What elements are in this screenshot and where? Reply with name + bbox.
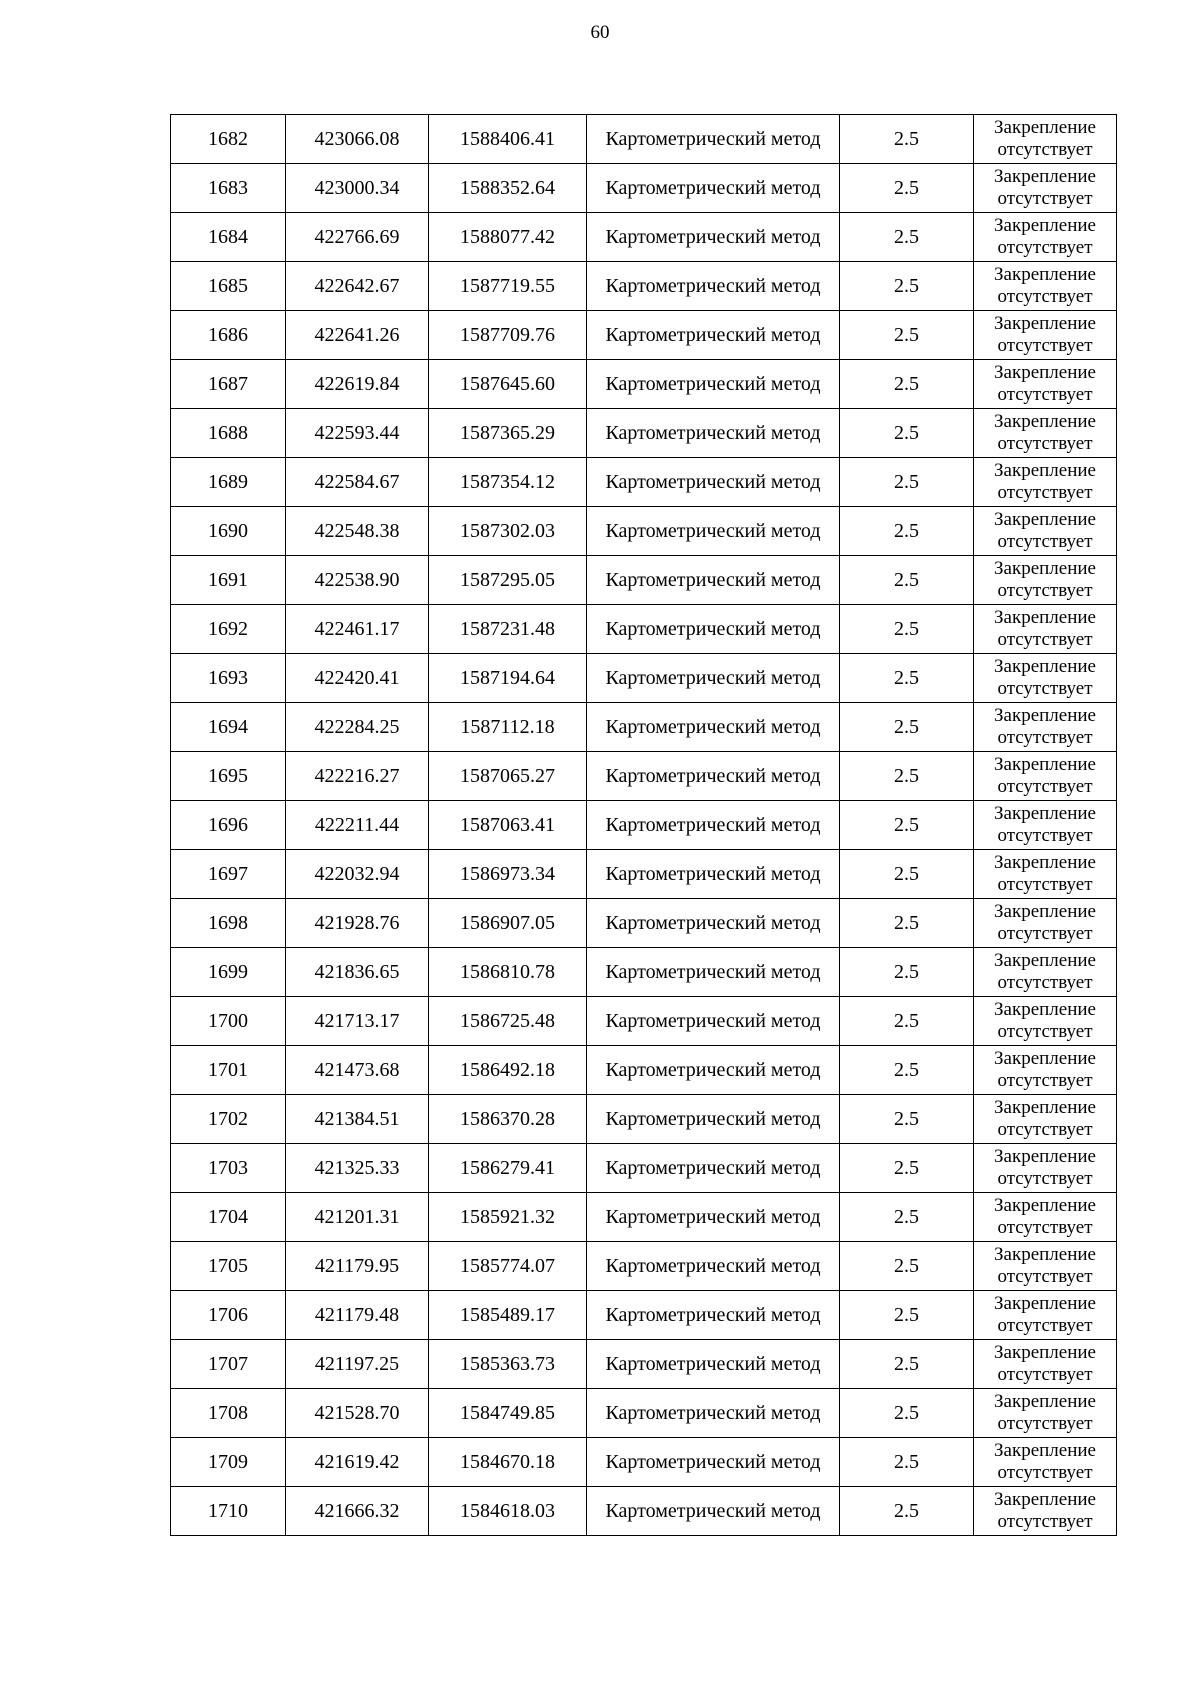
fixing-status-cell: [974, 1438, 1117, 1487]
table-row: [171, 262, 1117, 311]
table-row: [171, 360, 1117, 409]
fixing-status-cell: [974, 556, 1117, 605]
fixing-status-cell: [974, 115, 1117, 164]
fixing-status-text: Закрепление: [994, 313, 1096, 334]
method-cell: Картометрический метод: [587, 213, 840, 262]
table-row: [171, 899, 1117, 948]
fixing-status-text: Закрепление: [994, 411, 1096, 432]
table-row: [171, 1438, 1117, 1487]
y-coordinate-cell: 1586725.48: [429, 997, 587, 1046]
x-coordinate-cell: 421325.33: [286, 1144, 429, 1193]
y-coordinate-cell: 1588352.64: [429, 164, 587, 213]
fixing-status-text: Закрепление: [994, 117, 1096, 138]
fixing-status-cell: [974, 948, 1117, 997]
fixing-status-text: отсутствует: [997, 1070, 1093, 1091]
accuracy-cell: 2.5: [840, 556, 974, 605]
fixing-status-text: отсутствует: [997, 482, 1093, 503]
method-cell: Картометрический метод: [587, 1095, 840, 1144]
fixing-status-cell: [974, 605, 1117, 654]
table-row: [171, 213, 1117, 262]
method-cell: Картометрический метод: [587, 1389, 840, 1438]
fixing-status-text: отсутствует: [997, 629, 1093, 650]
point-number-cell: 1698: [171, 899, 286, 948]
fixing-status-cell: [974, 899, 1117, 948]
x-coordinate-cell: 422593.44: [286, 409, 429, 458]
fixing-status-text: Закрепление: [994, 1342, 1096, 1363]
table-row: [171, 507, 1117, 556]
fixing-status-text: отсутствует: [997, 874, 1093, 895]
accuracy-cell: 2.5: [840, 654, 974, 703]
method-cell: Картометрический метод: [587, 311, 840, 360]
table-row: [171, 164, 1117, 213]
accuracy-cell: 2.5: [840, 262, 974, 311]
x-coordinate-cell: 423066.08: [286, 115, 429, 164]
fixing-status-text: отсутствует: [997, 1119, 1093, 1140]
accuracy-cell: 2.5: [840, 360, 974, 409]
accuracy-cell: 2.5: [840, 458, 974, 507]
coordinates-table-body: [171, 115, 1117, 1536]
x-coordinate-cell: 423000.34: [286, 164, 429, 213]
x-coordinate-cell: 421179.95: [286, 1242, 429, 1291]
accuracy-cell: 2.5: [840, 703, 974, 752]
fixing-status-cell: [974, 262, 1117, 311]
point-number-cell: 1699: [171, 948, 286, 997]
method-cell: Картометрический метод: [587, 1438, 840, 1487]
fixing-status-cell: [974, 1487, 1117, 1536]
y-coordinate-cell: 1587194.64: [429, 654, 587, 703]
table-row: [171, 1487, 1117, 1536]
method-cell: Картометрический метод: [587, 1291, 840, 1340]
accuracy-cell: 2.5: [840, 997, 974, 1046]
x-coordinate-cell: 422211.44: [286, 801, 429, 850]
x-coordinate-cell: 421179.48: [286, 1291, 429, 1340]
fixing-status-cell: [974, 801, 1117, 850]
fixing-status-text: Закрепление: [994, 852, 1096, 873]
point-number-cell: 1710: [171, 1487, 286, 1536]
fixing-status-text: отсутствует: [997, 972, 1093, 993]
method-cell: Картометрический метод: [587, 752, 840, 801]
fixing-status-text: Закрепление: [994, 215, 1096, 236]
fixing-status-text: отсутствует: [997, 1462, 1093, 1483]
fixing-status-text: отсутствует: [997, 923, 1093, 944]
method-cell: Картометрический метод: [587, 1144, 840, 1193]
fixing-status-cell: [974, 311, 1117, 360]
fixing-status-cell: [974, 850, 1117, 899]
y-coordinate-cell: 1587709.76: [429, 311, 587, 360]
point-number-cell: 1684: [171, 213, 286, 262]
method-cell: Картометрический метод: [587, 1487, 840, 1536]
y-coordinate-cell: 1587365.29: [429, 409, 587, 458]
fixing-status-text: Закрепление: [994, 362, 1096, 383]
table-row: [171, 556, 1117, 605]
method-cell: Картометрический метод: [587, 801, 840, 850]
fixing-status-cell: [974, 213, 1117, 262]
fixing-status-cell: [974, 1046, 1117, 1095]
method-cell: Картометрический метод: [587, 262, 840, 311]
fixing-status-text: Закрепление: [994, 1293, 1096, 1314]
y-coordinate-cell: 1586279.41: [429, 1144, 587, 1193]
x-coordinate-cell: 421836.65: [286, 948, 429, 997]
fixing-status-text: отсутствует: [997, 678, 1093, 699]
point-number-cell: 1702: [171, 1095, 286, 1144]
table-row: [171, 948, 1117, 997]
fixing-status-text: отсутствует: [997, 384, 1093, 405]
fixing-status-cell: [974, 164, 1117, 213]
method-cell: Картометрический метод: [587, 997, 840, 1046]
accuracy-cell: 2.5: [840, 1340, 974, 1389]
point-number-cell: 1693: [171, 654, 286, 703]
fixing-status-text: отсутствует: [997, 139, 1093, 160]
fixing-status-text: Закрепление: [994, 1489, 1096, 1510]
method-cell: Картометрический метод: [587, 703, 840, 752]
y-coordinate-cell: 1584618.03: [429, 1487, 587, 1536]
x-coordinate-cell: 421384.51: [286, 1095, 429, 1144]
y-coordinate-cell: 1586907.05: [429, 899, 587, 948]
method-cell: Картометрический метод: [587, 1046, 840, 1095]
fixing-status-text: отсутствует: [997, 1315, 1093, 1336]
page-number: 60: [590, 22, 610, 43]
fixing-status-text: Закрепление: [994, 1048, 1096, 1069]
point-number-cell: 1708: [171, 1389, 286, 1438]
fixing-status-text: Закрепление: [994, 1146, 1096, 1167]
fixing-status-cell: [974, 703, 1117, 752]
table-row: [171, 458, 1117, 507]
y-coordinate-cell: 1587063.41: [429, 801, 587, 850]
point-number-cell: 1694: [171, 703, 286, 752]
fixing-status-text: отсутствует: [997, 335, 1093, 356]
fixing-status-text: Закрепление: [994, 1391, 1096, 1412]
x-coordinate-cell: 422216.27: [286, 752, 429, 801]
method-cell: Картометрический метод: [587, 654, 840, 703]
method-cell: Картометрический метод: [587, 409, 840, 458]
method-cell: Картометрический метод: [587, 605, 840, 654]
point-number-cell: 1692: [171, 605, 286, 654]
fixing-status-cell: [974, 654, 1117, 703]
table-row: [171, 311, 1117, 360]
point-number-cell: 1709: [171, 1438, 286, 1487]
point-number-cell: 1704: [171, 1193, 286, 1242]
fixing-status-text: Закрепление: [994, 264, 1096, 285]
fixing-status-text: отсутствует: [997, 433, 1093, 454]
point-number-cell: 1687: [171, 360, 286, 409]
y-coordinate-cell: 1587302.03: [429, 507, 587, 556]
accuracy-cell: 2.5: [840, 948, 974, 997]
fixing-status-cell: [974, 409, 1117, 458]
method-cell: Картометрический метод: [587, 507, 840, 556]
fixing-status-text: отсутствует: [997, 580, 1093, 601]
table-row: [171, 115, 1117, 164]
fixing-status-text: Закрепление: [994, 803, 1096, 824]
point-number-cell: 1688: [171, 409, 286, 458]
x-coordinate-cell: 422642.67: [286, 262, 429, 311]
point-number-cell: 1707: [171, 1340, 286, 1389]
method-cell: Картометрический метод: [587, 164, 840, 213]
fixing-status-cell: [974, 507, 1117, 556]
method-cell: Картометрический метод: [587, 556, 840, 605]
fixing-status-cell: [974, 1389, 1117, 1438]
fixing-status-text: Закрепление: [994, 1097, 1096, 1118]
fixing-status-cell: [974, 1291, 1117, 1340]
point-number-cell: 1700: [171, 997, 286, 1046]
fixing-status-text: Закрепление: [994, 999, 1096, 1020]
accuracy-cell: 2.5: [840, 1291, 974, 1340]
accuracy-cell: 2.5: [840, 1487, 974, 1536]
fixing-status-cell: [974, 1340, 1117, 1389]
x-coordinate-cell: 421713.17: [286, 997, 429, 1046]
table-row: [171, 1242, 1117, 1291]
y-coordinate-cell: 1587231.48: [429, 605, 587, 654]
point-number-cell: 1705: [171, 1242, 286, 1291]
x-coordinate-cell: 421528.70: [286, 1389, 429, 1438]
point-number-cell: 1690: [171, 507, 286, 556]
method-cell: Картометрический метод: [587, 948, 840, 997]
fixing-status-text: Закрепление: [994, 950, 1096, 971]
y-coordinate-cell: 1584749.85: [429, 1389, 587, 1438]
coordinates-table: [170, 114, 1117, 1536]
method-cell: Картометрический метод: [587, 1193, 840, 1242]
fixing-status-text: отсутствует: [997, 776, 1093, 797]
x-coordinate-cell: 421473.68: [286, 1046, 429, 1095]
y-coordinate-cell: 1585363.73: [429, 1340, 587, 1389]
y-coordinate-cell: 1584670.18: [429, 1438, 587, 1487]
accuracy-cell: 2.5: [840, 801, 974, 850]
x-coordinate-cell: 422619.84: [286, 360, 429, 409]
accuracy-cell: 2.5: [840, 1144, 974, 1193]
fixing-status-text: Закрепление: [994, 166, 1096, 187]
table-row: [171, 1193, 1117, 1242]
table-row: [171, 1340, 1117, 1389]
accuracy-cell: 2.5: [840, 409, 974, 458]
point-number-cell: 1689: [171, 458, 286, 507]
table-row: [171, 605, 1117, 654]
accuracy-cell: 2.5: [840, 752, 974, 801]
fixing-status-text: отсутствует: [997, 1413, 1093, 1434]
point-number-cell: 1685: [171, 262, 286, 311]
fixing-status-text: Закрепление: [994, 558, 1096, 579]
y-coordinate-cell: 1588077.42: [429, 213, 587, 262]
y-coordinate-cell: 1587354.12: [429, 458, 587, 507]
accuracy-cell: 2.5: [840, 1389, 974, 1438]
fixing-status-cell: [974, 1095, 1117, 1144]
x-coordinate-cell: 422538.90: [286, 556, 429, 605]
fixing-status-cell: [974, 1144, 1117, 1193]
accuracy-cell: 2.5: [840, 164, 974, 213]
fixing-status-text: Закрепление: [994, 509, 1096, 530]
point-number-cell: 1696: [171, 801, 286, 850]
x-coordinate-cell: 422461.17: [286, 605, 429, 654]
fixing-status-cell: [974, 458, 1117, 507]
accuracy-cell: 2.5: [840, 115, 974, 164]
table-row: [171, 1291, 1117, 1340]
y-coordinate-cell: 1587065.27: [429, 752, 587, 801]
fixing-status-text: отсутствует: [997, 237, 1093, 258]
fixing-status-text: Закрепление: [994, 1440, 1096, 1461]
y-coordinate-cell: 1588406.41: [429, 115, 587, 164]
accuracy-cell: 2.5: [840, 850, 974, 899]
x-coordinate-cell: 422548.38: [286, 507, 429, 556]
accuracy-cell: 2.5: [840, 1242, 974, 1291]
fixing-status-cell: [974, 1193, 1117, 1242]
point-number-cell: 1686: [171, 311, 286, 360]
table-row: [171, 801, 1117, 850]
table-row: [171, 654, 1117, 703]
method-cell: Картометрический метод: [587, 1340, 840, 1389]
fixing-status-text: отсутствует: [997, 727, 1093, 748]
fixing-status-text: Закрепление: [994, 901, 1096, 922]
method-cell: Картометрический метод: [587, 115, 840, 164]
fixing-status-text: отсутствует: [997, 1266, 1093, 1287]
fixing-status-cell: [974, 997, 1117, 1046]
y-coordinate-cell: 1586973.34: [429, 850, 587, 899]
fixing-status-text: отсутствует: [997, 1364, 1093, 1385]
x-coordinate-cell: 421928.76: [286, 899, 429, 948]
accuracy-cell: 2.5: [840, 899, 974, 948]
y-coordinate-cell: 1586492.18: [429, 1046, 587, 1095]
x-coordinate-cell: 421197.25: [286, 1340, 429, 1389]
x-coordinate-cell: 422420.41: [286, 654, 429, 703]
y-coordinate-cell: 1587295.05: [429, 556, 587, 605]
y-coordinate-cell: 1587719.55: [429, 262, 587, 311]
fixing-status-text: отсутствует: [997, 286, 1093, 307]
fixing-status-text: Закрепление: [994, 705, 1096, 726]
point-number-cell: 1701: [171, 1046, 286, 1095]
y-coordinate-cell: 1586370.28: [429, 1095, 587, 1144]
x-coordinate-cell: 422584.67: [286, 458, 429, 507]
y-coordinate-cell: 1585921.32: [429, 1193, 587, 1242]
accuracy-cell: 2.5: [840, 1438, 974, 1487]
x-coordinate-cell: 422032.94: [286, 850, 429, 899]
x-coordinate-cell: 422641.26: [286, 311, 429, 360]
table-row: [171, 850, 1117, 899]
fixing-status-text: отсутствует: [997, 1021, 1093, 1042]
fixing-status-text: отсутствует: [997, 531, 1093, 552]
table-row: [171, 409, 1117, 458]
accuracy-cell: 2.5: [840, 605, 974, 654]
x-coordinate-cell: 421619.42: [286, 1438, 429, 1487]
point-number-cell: 1703: [171, 1144, 286, 1193]
x-coordinate-cell: 422284.25: [286, 703, 429, 752]
method-cell: Картометрический метод: [587, 850, 840, 899]
x-coordinate-cell: 421666.32: [286, 1487, 429, 1536]
accuracy-cell: 2.5: [840, 213, 974, 262]
fixing-status-text: Закрепление: [994, 754, 1096, 775]
point-number-cell: 1695: [171, 752, 286, 801]
point-number-cell: 1697: [171, 850, 286, 899]
accuracy-cell: 2.5: [840, 1193, 974, 1242]
fixing-status-text: Закрепление: [994, 1244, 1096, 1265]
accuracy-cell: 2.5: [840, 311, 974, 360]
method-cell: Картометрический метод: [587, 458, 840, 507]
fixing-status-text: отсутствует: [997, 188, 1093, 209]
table-row: [171, 703, 1117, 752]
fixing-status-text: Закрепление: [994, 1195, 1096, 1216]
point-number-cell: 1682: [171, 115, 286, 164]
point-number-cell: 1706: [171, 1291, 286, 1340]
y-coordinate-cell: 1586810.78: [429, 948, 587, 997]
table-row: [171, 1389, 1117, 1438]
accuracy-cell: 2.5: [840, 1046, 974, 1095]
method-cell: Картометрический метод: [587, 899, 840, 948]
fixing-status-text: Закрепление: [994, 460, 1096, 481]
fixing-status-text: отсутствует: [997, 1511, 1093, 1532]
y-coordinate-cell: 1585774.07: [429, 1242, 587, 1291]
table-row: [171, 752, 1117, 801]
fixing-status-cell: [974, 752, 1117, 801]
fixing-status-text: Закрепление: [994, 656, 1096, 677]
table-row: [171, 997, 1117, 1046]
x-coordinate-cell: 422766.69: [286, 213, 429, 262]
fixing-status-text: отсутствует: [997, 1217, 1093, 1238]
y-coordinate-cell: 1587112.18: [429, 703, 587, 752]
fixing-status-text: отсутствует: [997, 1168, 1093, 1189]
table-row: [171, 1144, 1117, 1193]
fixing-status-text: Закрепление: [994, 607, 1096, 628]
point-number-cell: 1683: [171, 164, 286, 213]
table-row: [171, 1046, 1117, 1095]
method-cell: Картометрический метод: [587, 1242, 840, 1291]
fixing-status-text: отсутствует: [997, 825, 1093, 846]
fixing-status-cell: [974, 1242, 1117, 1291]
fixing-status-cell: [974, 360, 1117, 409]
method-cell: Картометрический метод: [587, 360, 840, 409]
point-number-cell: 1691: [171, 556, 286, 605]
x-coordinate-cell: 421201.31: [286, 1193, 429, 1242]
accuracy-cell: 2.5: [840, 1095, 974, 1144]
y-coordinate-cell: 1587645.60: [429, 360, 587, 409]
y-coordinate-cell: 1585489.17: [429, 1291, 587, 1340]
table-row: [171, 1095, 1117, 1144]
accuracy-cell: 2.5: [840, 507, 974, 556]
